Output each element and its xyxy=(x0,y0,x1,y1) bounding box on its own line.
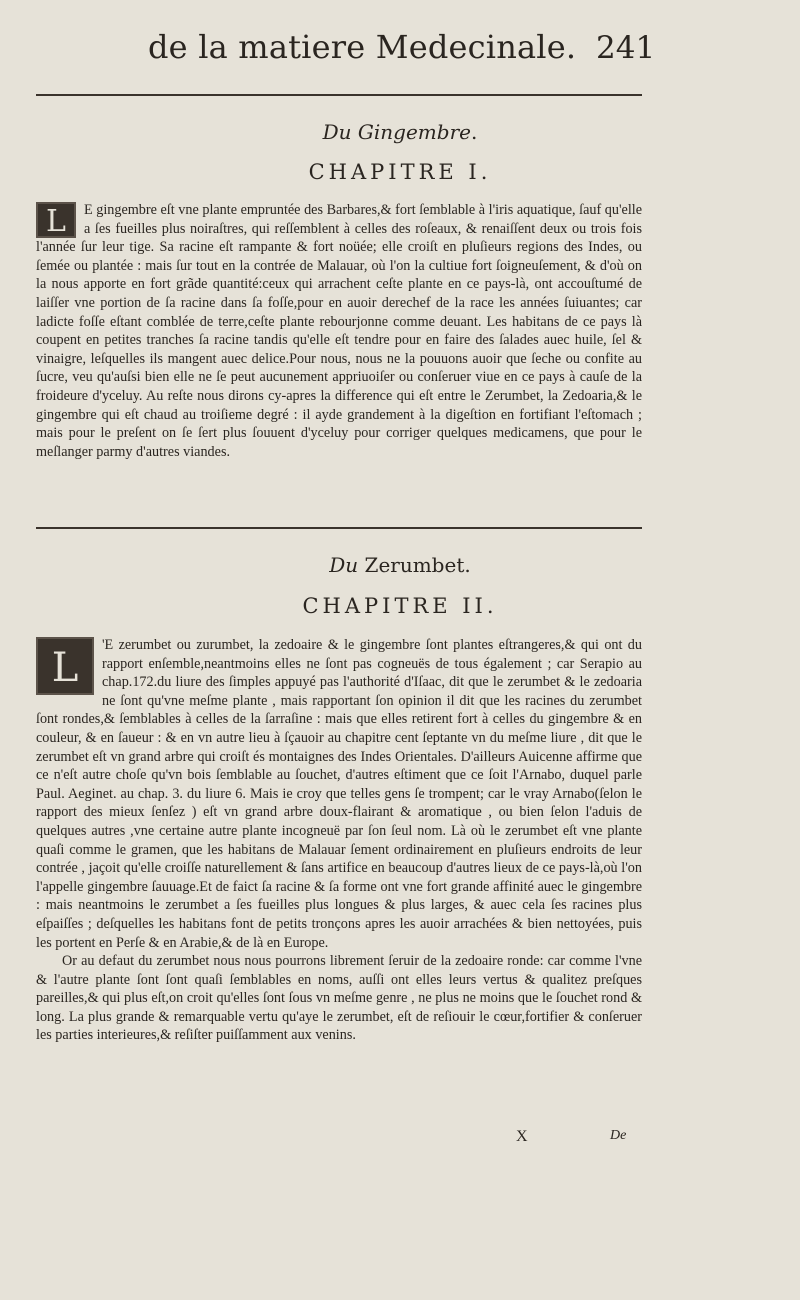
section-divider-rule xyxy=(36,527,642,529)
section-title-gingembre xyxy=(0,120,800,144)
chapter-2-text xyxy=(36,636,642,1045)
section-title-prefix: Du Gingembre xyxy=(322,120,471,144)
section-title-zerumbet xyxy=(0,553,800,577)
chapter-heading-2: CHAPITRE II. xyxy=(302,594,498,618)
section-title-suffix: Zerumbet. xyxy=(358,553,471,577)
catchword: De xyxy=(610,1128,627,1143)
chapter-heading-1: CHAPITRE I. xyxy=(308,160,492,184)
running-title: de la matiere Medecinale. xyxy=(148,28,577,66)
section-title-prefix: Du xyxy=(329,553,359,577)
section-title-suffix: . xyxy=(470,120,478,144)
paragraph-zerumbet-1: 'E zerumbet ou zurumbet, la zedoaire & le gingembre ſont plantes eſtrangeres,& qui ont du rapport enſemble,neantmoins elles ne ſont pas cogneuës de tous également ; car Serapio au chap.172.du liure des ſimples appuyé pas l'authorité d'Iſaac, dit que le zerumbet & le zedoaria ne ſont qu'vne meſme plante , mais rapportant ſon opinion il dit que les racines du zerumbet ſont rondes,& ſemblables à celles de la ſarraſine : mais que elles retirent fort à celles du gingembre & en couleur, & en ſaueur : & en vn autre lieu à ſçauoir au chapitre cent ſeptante vn du meſme liure , dit que le zerumbet eſt vn grand arbre qui croiſt és montaignes des Indes Orientales. D'ailleurs Auicenne affirme que ce n'eſt autre choſe qu'vn bois ſemblable au ſouchet, d'autres eſtiment que ce ſoit l'Arnabo, duquel parle Paul. Aeginet. au chap. 3. du liure 6. Mais ie croy que telles gens ſe trompent; car le vray Arnabo(ſelon le rapport des mieux ſenſez ) eſt vn grand arbre doux-flairant & aromatique , ou bien ſelon l'aduis de quelques autres ,vne certaine autre plante incogneuë par ſon ſeul nom. Là où le zerumbet eſt vne plante quaſi comme le gramen, que les habitans de Malauar ſement ordinairement en pluſieurs endroits de leur contrée , jaçoit qu'elle croiſſe naturellement & ſans artifice en beaucoup d'autres lieux de ce pays-là,où l'on l'appelle gingembre ſauuage.Et de faict ſa racine & ſa forme ont vne fort grande affinité auec le gingembre : mais neantmoins le zerumbet a ſes fueilles plus longues & plus larges, & auec cela ſes racines plus eſpaiſſes ; deſquelles les habitans font de petits tronçons apres les auoir arrachées & bien nettoyées, puis les portent en Perſe & en Arabie,& de là en Europe. xyxy=(36,637,642,951)
drop-cap-initial: L xyxy=(36,202,76,238)
chapter-1-text xyxy=(36,201,642,461)
paragraph-gingembre: E gingembre eſt vne plante empruntée des Barbares,& fort ſemblable à l'iris aquatique, ſauf qu'elle a ſes fueilles plus noiraſtres, qui reſſemblent à celles des roſeaux, & renaiſſent deux ou trois fois l'année ſur leur tige. Sa racine eſt rampante & fort noüée; elle croiſt en pluſieurs regions des Indes, ou ſemée ou plantée : mais ſur tout en la contrée de Malauar, où l'on la cultiue fort ſoigneuſement, & d'où on la nous apporte en fort grãde quantité:ceux qui arrachent ceſte plante en ce pays-là, ont accouſtumé de laiſſer vne portion de ſa racine dans ſa foſſe,pour en auoir derechef de la race les années ſuiuantes; car ladicte foſſe eſtant comblée de terre,ceſte plante rebourjonne comme deuant. Les habitans de ce pays là coupent en petites tranches ſa racine tandis qu'elle eſt tendre pour en faire des ſalades auec huile, ſel & vinaigre, leſquelles ils mangent auec delice.Pour nous, nous ne la pouuons auoir que ſeche ou confite au ſucre, veu qu'auſsi bien elle ne ſe peut aucunement appriuoiſer ou conſeruer viue en ce pays à cauſe de la froideure d'yceluy. Au reſte nous dirons cy-apres la difference qui eſt entre le Zerumbet, la Zedoaria,& le gingembre qui eſt chaud au troiſieme degré : il ayde grandement à la digeſtion en fortifiant l'eſtomach ; mais pour le preſent on ſe ſert plus ſouuent d'yceluy pour corriger quelques medicamens, que pour le meſlanger parmy d'autres viandes. xyxy=(36,202,642,460)
header-rule xyxy=(36,94,642,96)
signature-mark: X xyxy=(516,1128,528,1145)
drop-cap-initial: L xyxy=(36,637,94,695)
page-number: 241 xyxy=(596,30,656,66)
paragraph-zerumbet-2: Or au defaut du zerumbet nous nous pourrons librement ſeruir de la zedoaire ronde: car comme l'vne & l'autre plante ſont ſont quaſi ſemblables en noms, auſſi ont elles leurs vertus & qualitez preſques pareilles,& qui plus eſt,on croit qu'elles ſont ſous vn meſme genre , ne plus ne moins que le ſouchet rond & long. La plus grande & remarquable vertu qu'aye le zerumbet, eſt de reſiouir le cœur,fortifier & conſeruer les parties interieures,& reſiſter puiſſamment aux venins. xyxy=(36,953,642,1044)
